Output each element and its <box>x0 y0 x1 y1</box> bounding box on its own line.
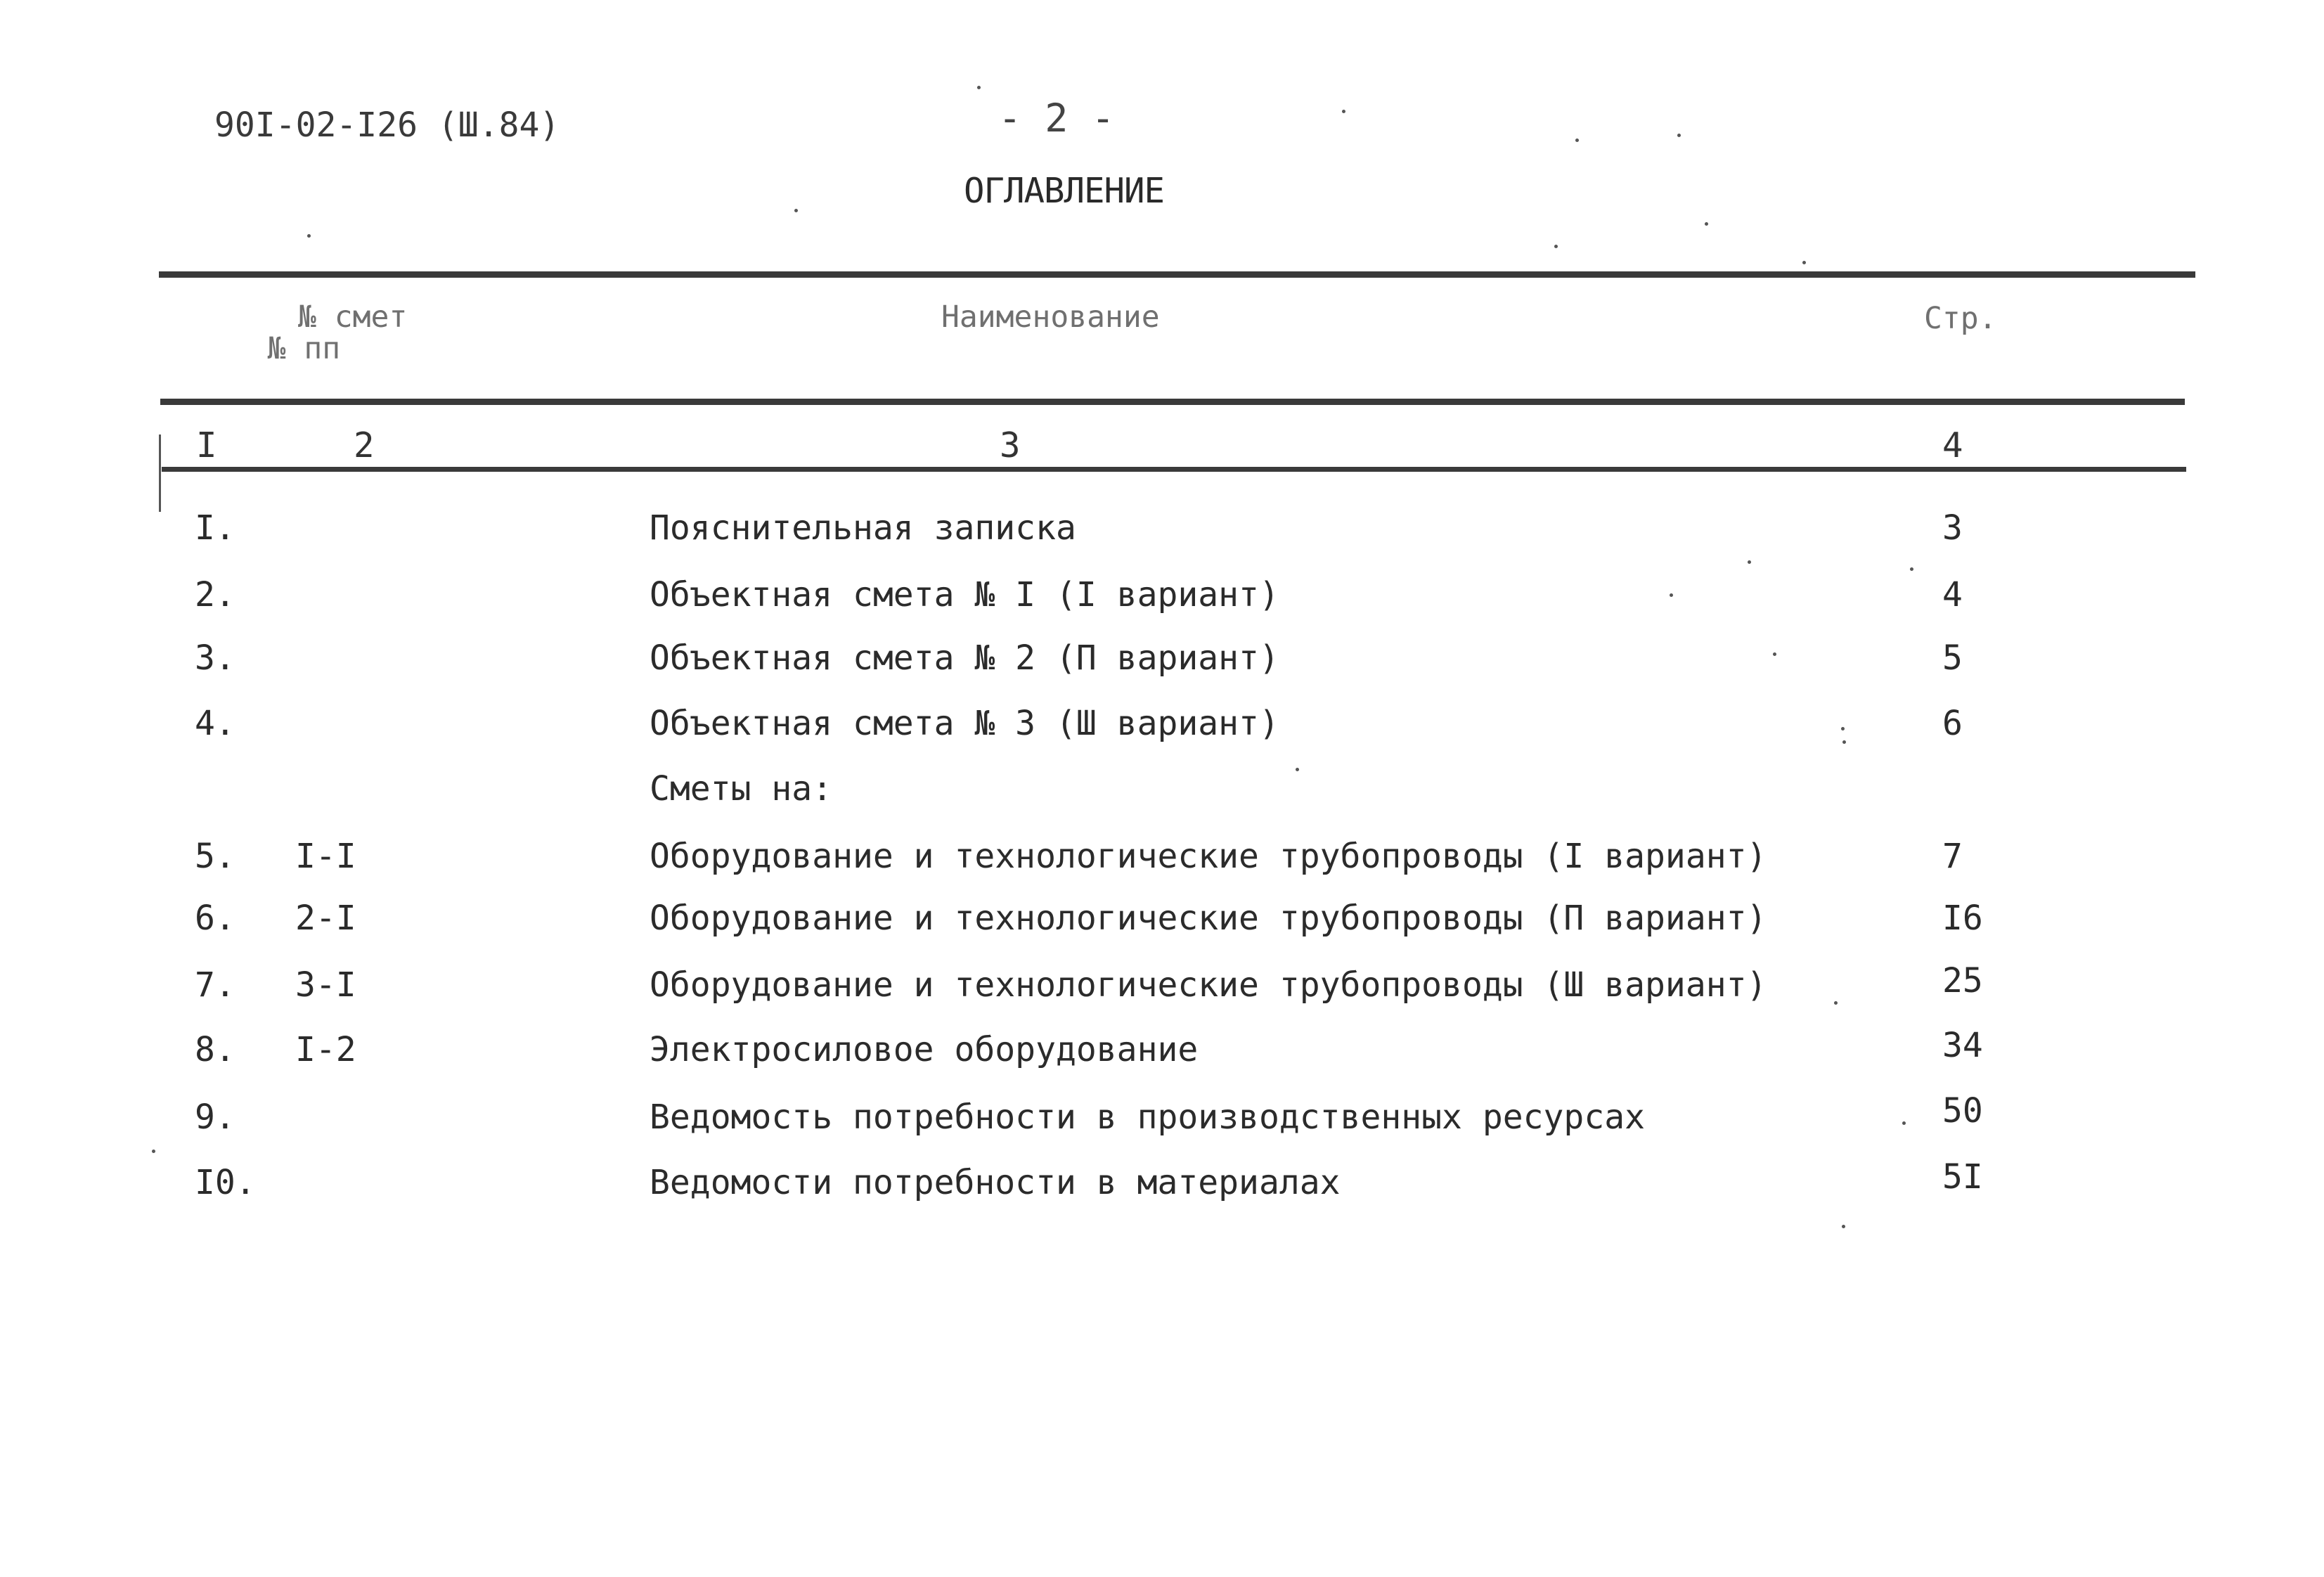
row-name: Электросиловое оборудование <box>650 1030 1199 1069</box>
scan-speck <box>977 86 981 89</box>
page-number: - 2 - <box>998 96 1115 141</box>
row-number: 9. <box>195 1098 235 1137</box>
row-name: Объектная смета № 2 (П вариант) <box>650 638 1279 678</box>
row-page: 6 <box>1942 704 1963 743</box>
row-estimate: 3-I <box>295 965 356 1005</box>
row-page: 34 <box>1942 1026 1983 1065</box>
scan-speck <box>1842 740 1846 744</box>
row-estimate: I-2 <box>295 1030 356 1069</box>
scan-speck <box>1670 593 1673 597</box>
row-name: Пояснительная записка <box>650 508 1076 548</box>
scan-speck <box>1575 139 1579 142</box>
scan-speck <box>307 234 311 238</box>
row-page: I6 <box>1942 899 1983 938</box>
column-number-rule <box>162 467 2186 472</box>
header-bottom-rule <box>160 399 2185 405</box>
header-page: Стр. <box>1924 301 1997 336</box>
row-number: I. <box>195 508 235 548</box>
header-item-number-label: № пп <box>267 331 341 366</box>
scan-speck <box>794 209 798 212</box>
row-number: 4. <box>195 704 235 743</box>
row-page: 3 <box>1942 508 1963 548</box>
row-name: Ведомость потребности в производственных ресурсах <box>650 1098 1646 1137</box>
scan-speck <box>1342 110 1345 113</box>
scan-speck <box>1834 1001 1838 1005</box>
row-number: 8. <box>195 1030 235 1069</box>
scan-speck <box>152 1150 155 1153</box>
row-number: 2. <box>195 575 235 614</box>
row-number: I0. <box>195 1163 256 1202</box>
table-top-rule <box>159 271 2195 278</box>
column-number-3: 3 <box>1000 425 1021 465</box>
row-number: 6. <box>195 899 235 938</box>
row-name: Оборудование и технологические трубопроводы (I вариант) <box>650 837 1767 876</box>
row-name: Объектная смета № 3 (Ш вариант) <box>650 704 1279 743</box>
row-estimate: 2-I <box>295 899 356 938</box>
left-margin-tick <box>159 435 161 512</box>
row-page: 25 <box>1942 961 1983 1000</box>
scan-speck <box>1841 727 1845 730</box>
scan-speck <box>1554 245 1558 248</box>
scan-speck <box>1296 768 1299 771</box>
toc-title: ОГЛАВЛЕНИЕ <box>964 171 1165 211</box>
row-number: 5. <box>195 837 235 876</box>
row-number: 7. <box>195 965 235 1005</box>
row-name: Оборудование и технологические трубопроводы (П вариант) <box>650 899 1767 938</box>
column-number-2: 2 <box>354 425 375 465</box>
header-name: Наименование <box>941 300 1160 335</box>
header-estimate-number: № смет <box>298 300 408 335</box>
row-page: 4 <box>1942 575 1963 614</box>
scan-speck <box>1902 1121 1906 1125</box>
column-number-1: I <box>196 425 217 465</box>
scan-speck <box>1748 560 1751 564</box>
document-code: 90I-02-I26 (Ш.84) <box>214 105 560 145</box>
row-page: 50 <box>1942 1091 1983 1131</box>
scan-speck <box>1773 652 1776 656</box>
scan-speck <box>1802 261 1806 264</box>
row-name: Ведомости потребности в материалах <box>650 1163 1341 1202</box>
column-number-4: 4 <box>1942 425 1963 465</box>
row-estimate: I-I <box>295 837 356 876</box>
row-name: Оборудование и технологические трубопроводы (Ш вариант) <box>650 965 1767 1005</box>
scan-speck <box>1677 134 1681 137</box>
scan-speck <box>1705 222 1708 226</box>
row-page: 7 <box>1942 837 1963 876</box>
scan-speck <box>1910 567 1913 571</box>
row-page: 5I <box>1942 1157 1983 1197</box>
row-page: 5 <box>1942 638 1963 678</box>
section-subheading: Сметы на: <box>650 769 833 809</box>
row-name: Объектная смета № I (I вариант) <box>650 575 1279 614</box>
row-number: 3. <box>195 638 235 678</box>
scan-speck <box>1842 1225 1845 1228</box>
